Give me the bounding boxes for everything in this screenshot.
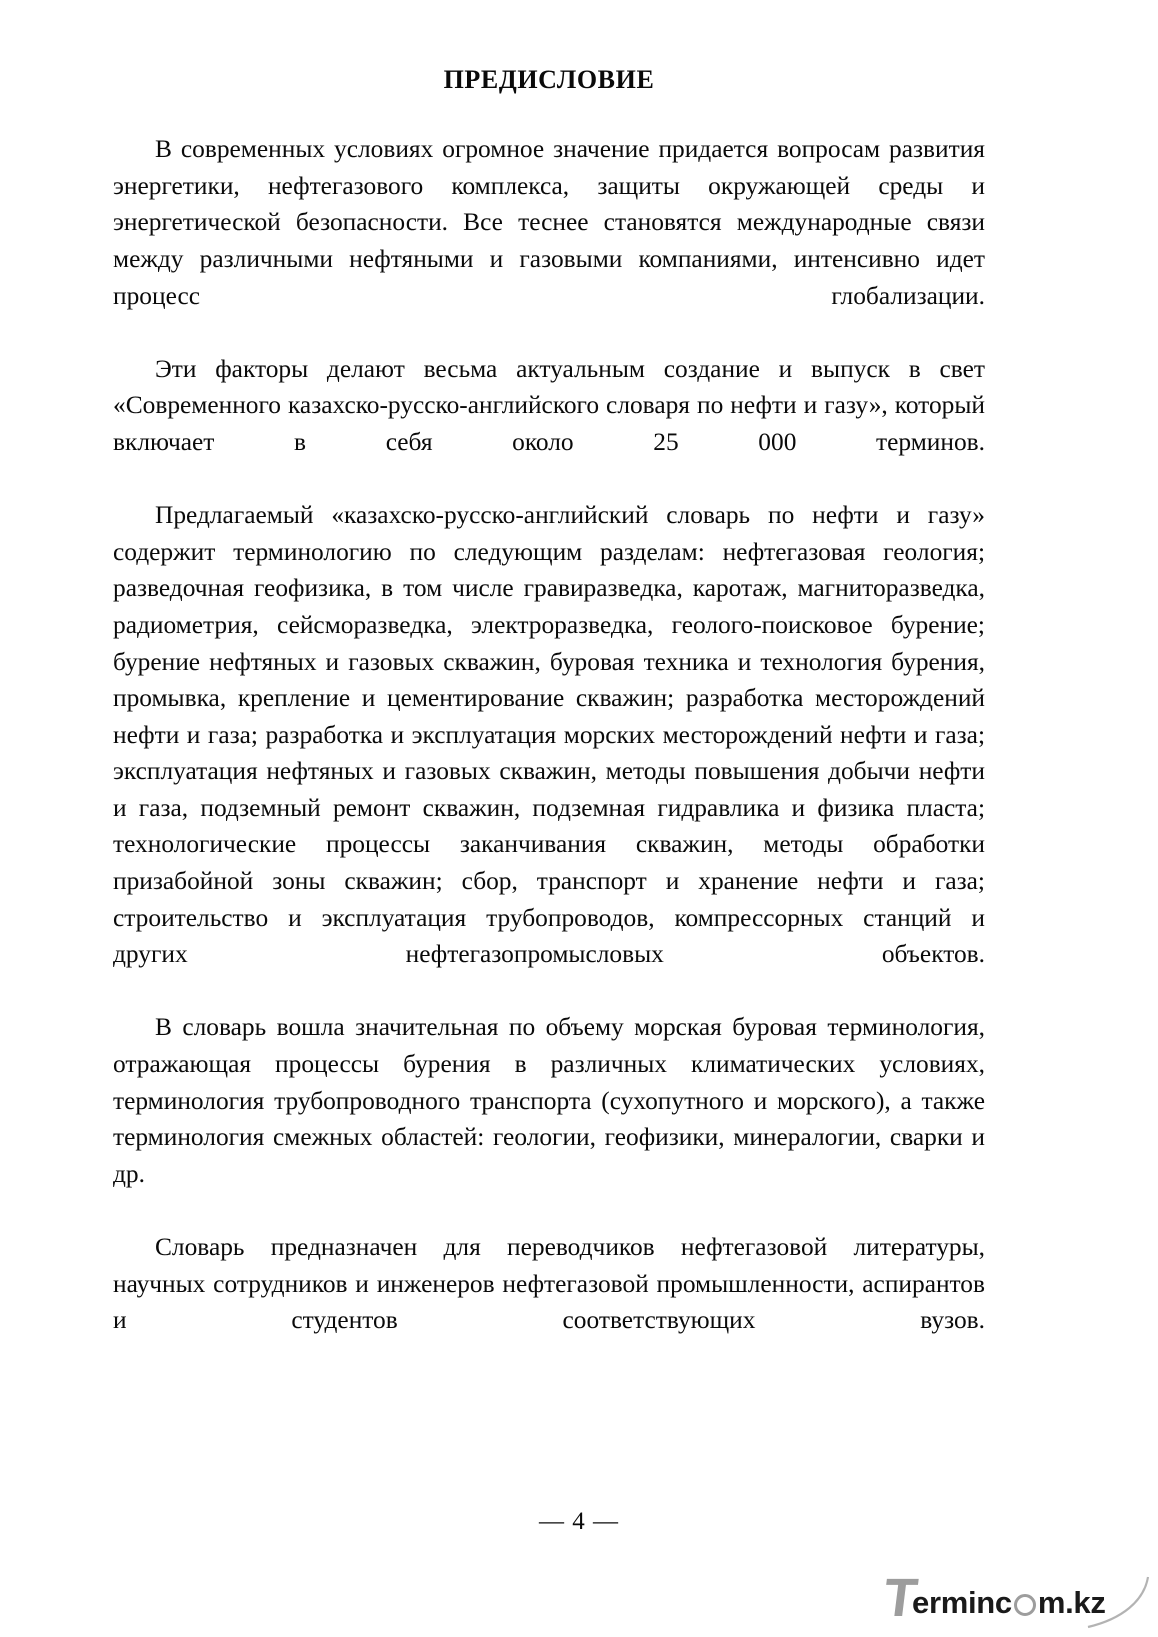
- page-title: ПРЕДИСЛОВИЕ: [443, 65, 655, 94]
- watermark-t-letter-icon: T: [880, 1568, 921, 1628]
- paragraph-5: Словарь предназначен для переводчиков нефтегазовой литературы, научных сотрудников и инженеров нефтегазовой промышленности, аспирантов и студентов соответствующих вузов.: [113, 1233, 985, 1335]
- paragraph-4: В словарь вошла значительная по объему морская буровая терминология, отражающая процессы бурения в различных климатических условиях, терминология трубопроводного транспорта (сухопутного и морского), а также терминология смежных областей: геологии, геофизики, минералогии, сварки и др.: [113, 1013, 985, 1188]
- magnifier-circle-icon: [1014, 1594, 1036, 1616]
- paragraph-1: В современных условиях огромное значение придается вопросам развития энергетики, нефтегазового комплекса, защиты окружающей среды и энергетической безопасности. Все теснее становятся международные связи между различными нефтяными и газовыми компаниями, интенсивно идет процесс глобализации.: [113, 135, 985, 310]
- body-text: [113, 131, 985, 1375]
- page-content: [113, 64, 985, 1375]
- paragraph-2: Эти факторы делают весьма актуальным создание и выпуск в свет «Современного казахско-русско-английского словаря по нефти и газу», который включает в себя около 25 000 терминов.: [113, 354, 985, 456]
- watermark-text-part-two: m.kz: [1037, 1585, 1106, 1620]
- watermark-text-part-one: erminc: [912, 1585, 1012, 1620]
- watermark-text: [912, 1585, 1106, 1621]
- page-number: — 4 —: [539, 1508, 619, 1535]
- termincom-watermark-logo: [880, 1565, 1150, 1631]
- paragraph-3: Предлагаемый «казахско-русско-английский словарь по нефти и газу» содержит терминологию по следующим разделам: нефтегазовая геология; разведочная геофизика, в том числе гравиразведка, каротаж, магниторазведка, радиометрия, сейсморазведка, электроразведка, геолого-поисковое бурение; бурение нефтяных и газовых скважин, буровая техника и технология бурения, промывка, крепление и цементирование скважин; разработка месторождений нефти и газа; разработка и эксплуатация морских месторождений нефти и газа; эксплуатация нефтяных и газовых скважин, методы повышения добычи нефти и газа, подземный ремонт скважин, подземная гидравлика и физика пласта; технологические процессы заканчивания скважин, методы обработки призабойной зоны скважин; сбор, транспорт и хранение нефти и газа; строительство и эксплуатация трубопроводов, компрессорных станций и других нефтегазопромысловых объектов.: [113, 501, 985, 969]
